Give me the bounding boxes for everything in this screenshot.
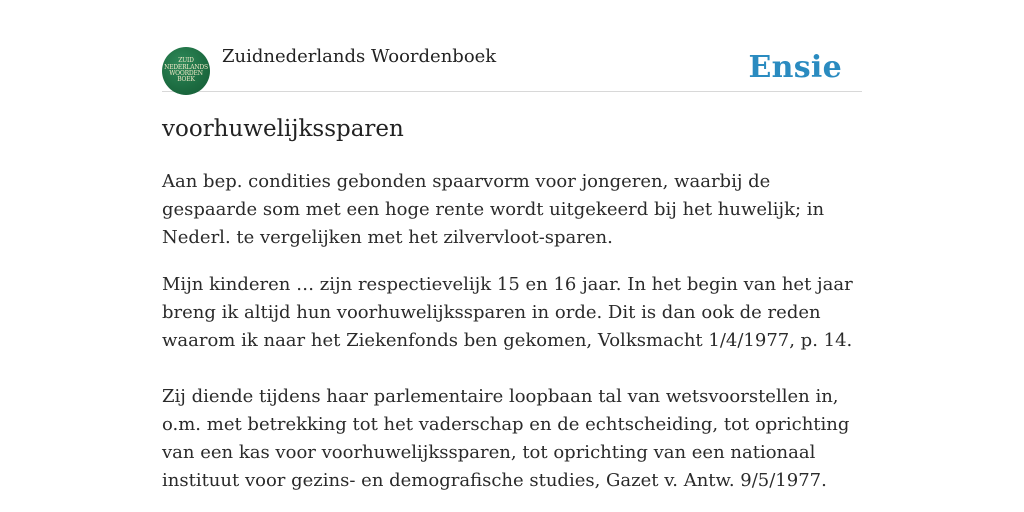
logo-line: WOORDEN bbox=[169, 70, 203, 77]
ensie-brand-logo[interactable]: Ensie bbox=[748, 50, 842, 85]
entry-term: voorhuwelijkssparen bbox=[162, 116, 404, 142]
header bbox=[162, 0, 862, 92]
page bbox=[162, 0, 862, 491]
source-name-link[interactable]: Zuidnederlands Woordenboek bbox=[222, 46, 497, 67]
entry-quote: Mijn kinderen … zijn respectievelijk 15 en 16 jaar. In het begin van het jaar breng ik altijd hun voorhuwelijkssparen in orde. Dit is dan ook de reden waarom ik naar het Ziekenfonds ben gekomen, Volksmacht 1/4/1977, p. 14. bbox=[162, 274, 853, 351]
logo-line: ZUID bbox=[178, 57, 194, 65]
logo-line: NEDERLANDS bbox=[164, 63, 208, 71]
entry-quote: Zij diende tijdens haar parlementaire loopbaan tal van wetsvoorstellen in, o.m. met betrekking tot het vaderschap en de echtscheiding, tot oprichting van een kas voor voorhuwelijkssparen, tot oprichting van een nationaal instituut voor gezins- en demografische studies, Gazet v. Antw. 9/5/1977. bbox=[162, 386, 850, 491]
entry-definition: Aan bep. condities gebonden spaarvorm voor jongeren, waarbij de gespaarde som met een hoge rente wordt uitgekeerd bij het huwelijk; in Nederl. te vergelijken met het zilvervloot-sparen. bbox=[162, 171, 825, 248]
source-logo[interactable] bbox=[162, 47, 210, 95]
logo-line: BOEK bbox=[177, 76, 195, 84]
